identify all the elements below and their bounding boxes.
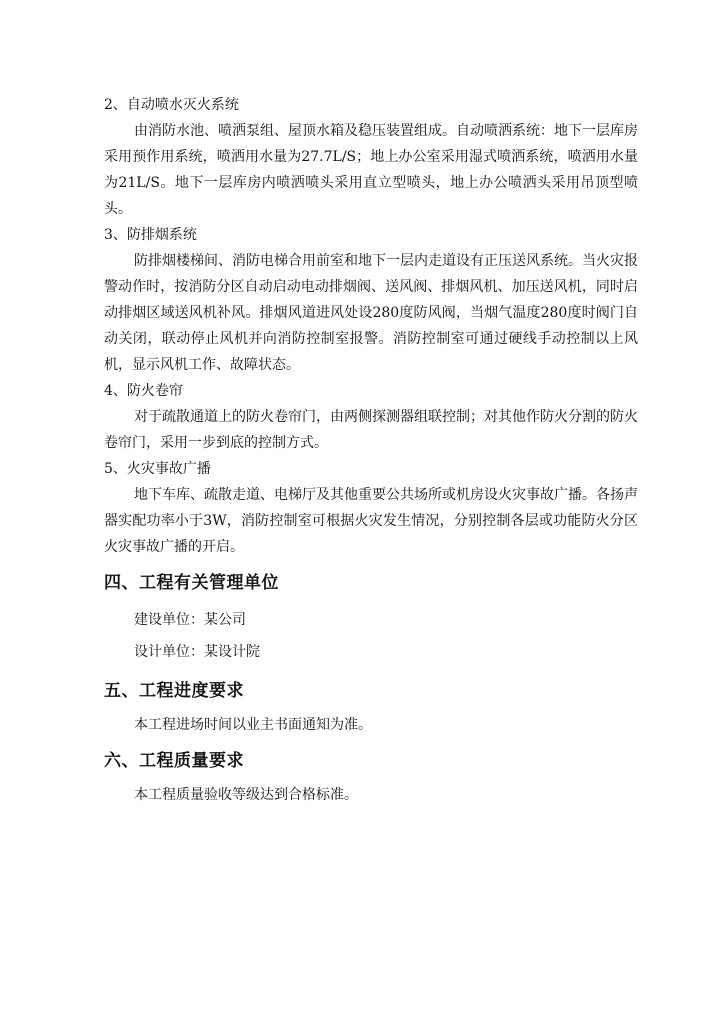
design-unit: 设计单位：某设计院 xyxy=(134,644,260,660)
chapter-title-management-units: 四、工程有关管理单位 xyxy=(104,573,279,593)
construction-unit: 建设单位：某公司 xyxy=(134,612,246,628)
paragraph-quality: 本工程质量验收等级达到合格标准。 xyxy=(134,787,358,803)
subheading-fire-shutter: 4、防火卷帘 xyxy=(104,383,183,399)
subheading-sprinkler: 2、自动喷水灭火系统 xyxy=(104,97,239,113)
paragraph-fire-shutter: 对于疏散通道上的防火卷帘门，由两侧探测器组联控制；对其他作防火分割的防火卷帘门，采用一步到底的控制方式。 xyxy=(104,409,638,451)
paragraph-broadcast: 地下车库、疏散走道、电梯厅及其他重要公共场所或机房设火灾事故广播。各扬声器实配功率小于3W，消防控制室可根据火灾发生情况，分别控制各层或功能防火分区火灾事故广播的开启。 xyxy=(104,487,638,555)
subheading-broadcast: 5、火灾事故广播 xyxy=(104,461,211,477)
chapter-title-schedule: 五、工程进度要求 xyxy=(104,681,244,701)
document-content xyxy=(104,92,638,808)
paragraph-sprinkler: 由消防水池、喷洒泵组、屋顶水箱及稳压装置组成。自动喷洒系统：地下一层库房采用预作用系统，喷洒用水量为27.7L/S；地上办公室采用湿式喷洒系统，喷洒用水量为21L/S。地下一层库房内喷洒喷头采用直立型喷头，地上办公喷洒头采用吊顶型喷头。 xyxy=(104,123,638,217)
paragraph-schedule: 本工程进场时间以业主书面通知为准。 xyxy=(134,717,372,733)
chapter-title-quality: 六、工程质量要求 xyxy=(104,751,244,771)
subheading-smoke-control: 3、防排烟系统 xyxy=(104,227,197,243)
paragraph-smoke-control: 防排烟楼梯间、消防电梯合用前室和地下一层内走道设有正压送风系统。当火灾报警动作时，按消防分区自动启动电动排烟阀、送风阀、排烟风机、加压送风机，同时启动排烟区域送风机补风。排烟风道进风处设280度防风阀，当烟气温度280度时阀门自动关闭，联动停止风机并向消防控制室报警。消防控制室可通过硬线手动控制以上风机，显示风机工作、故障状态。 xyxy=(104,253,638,373)
